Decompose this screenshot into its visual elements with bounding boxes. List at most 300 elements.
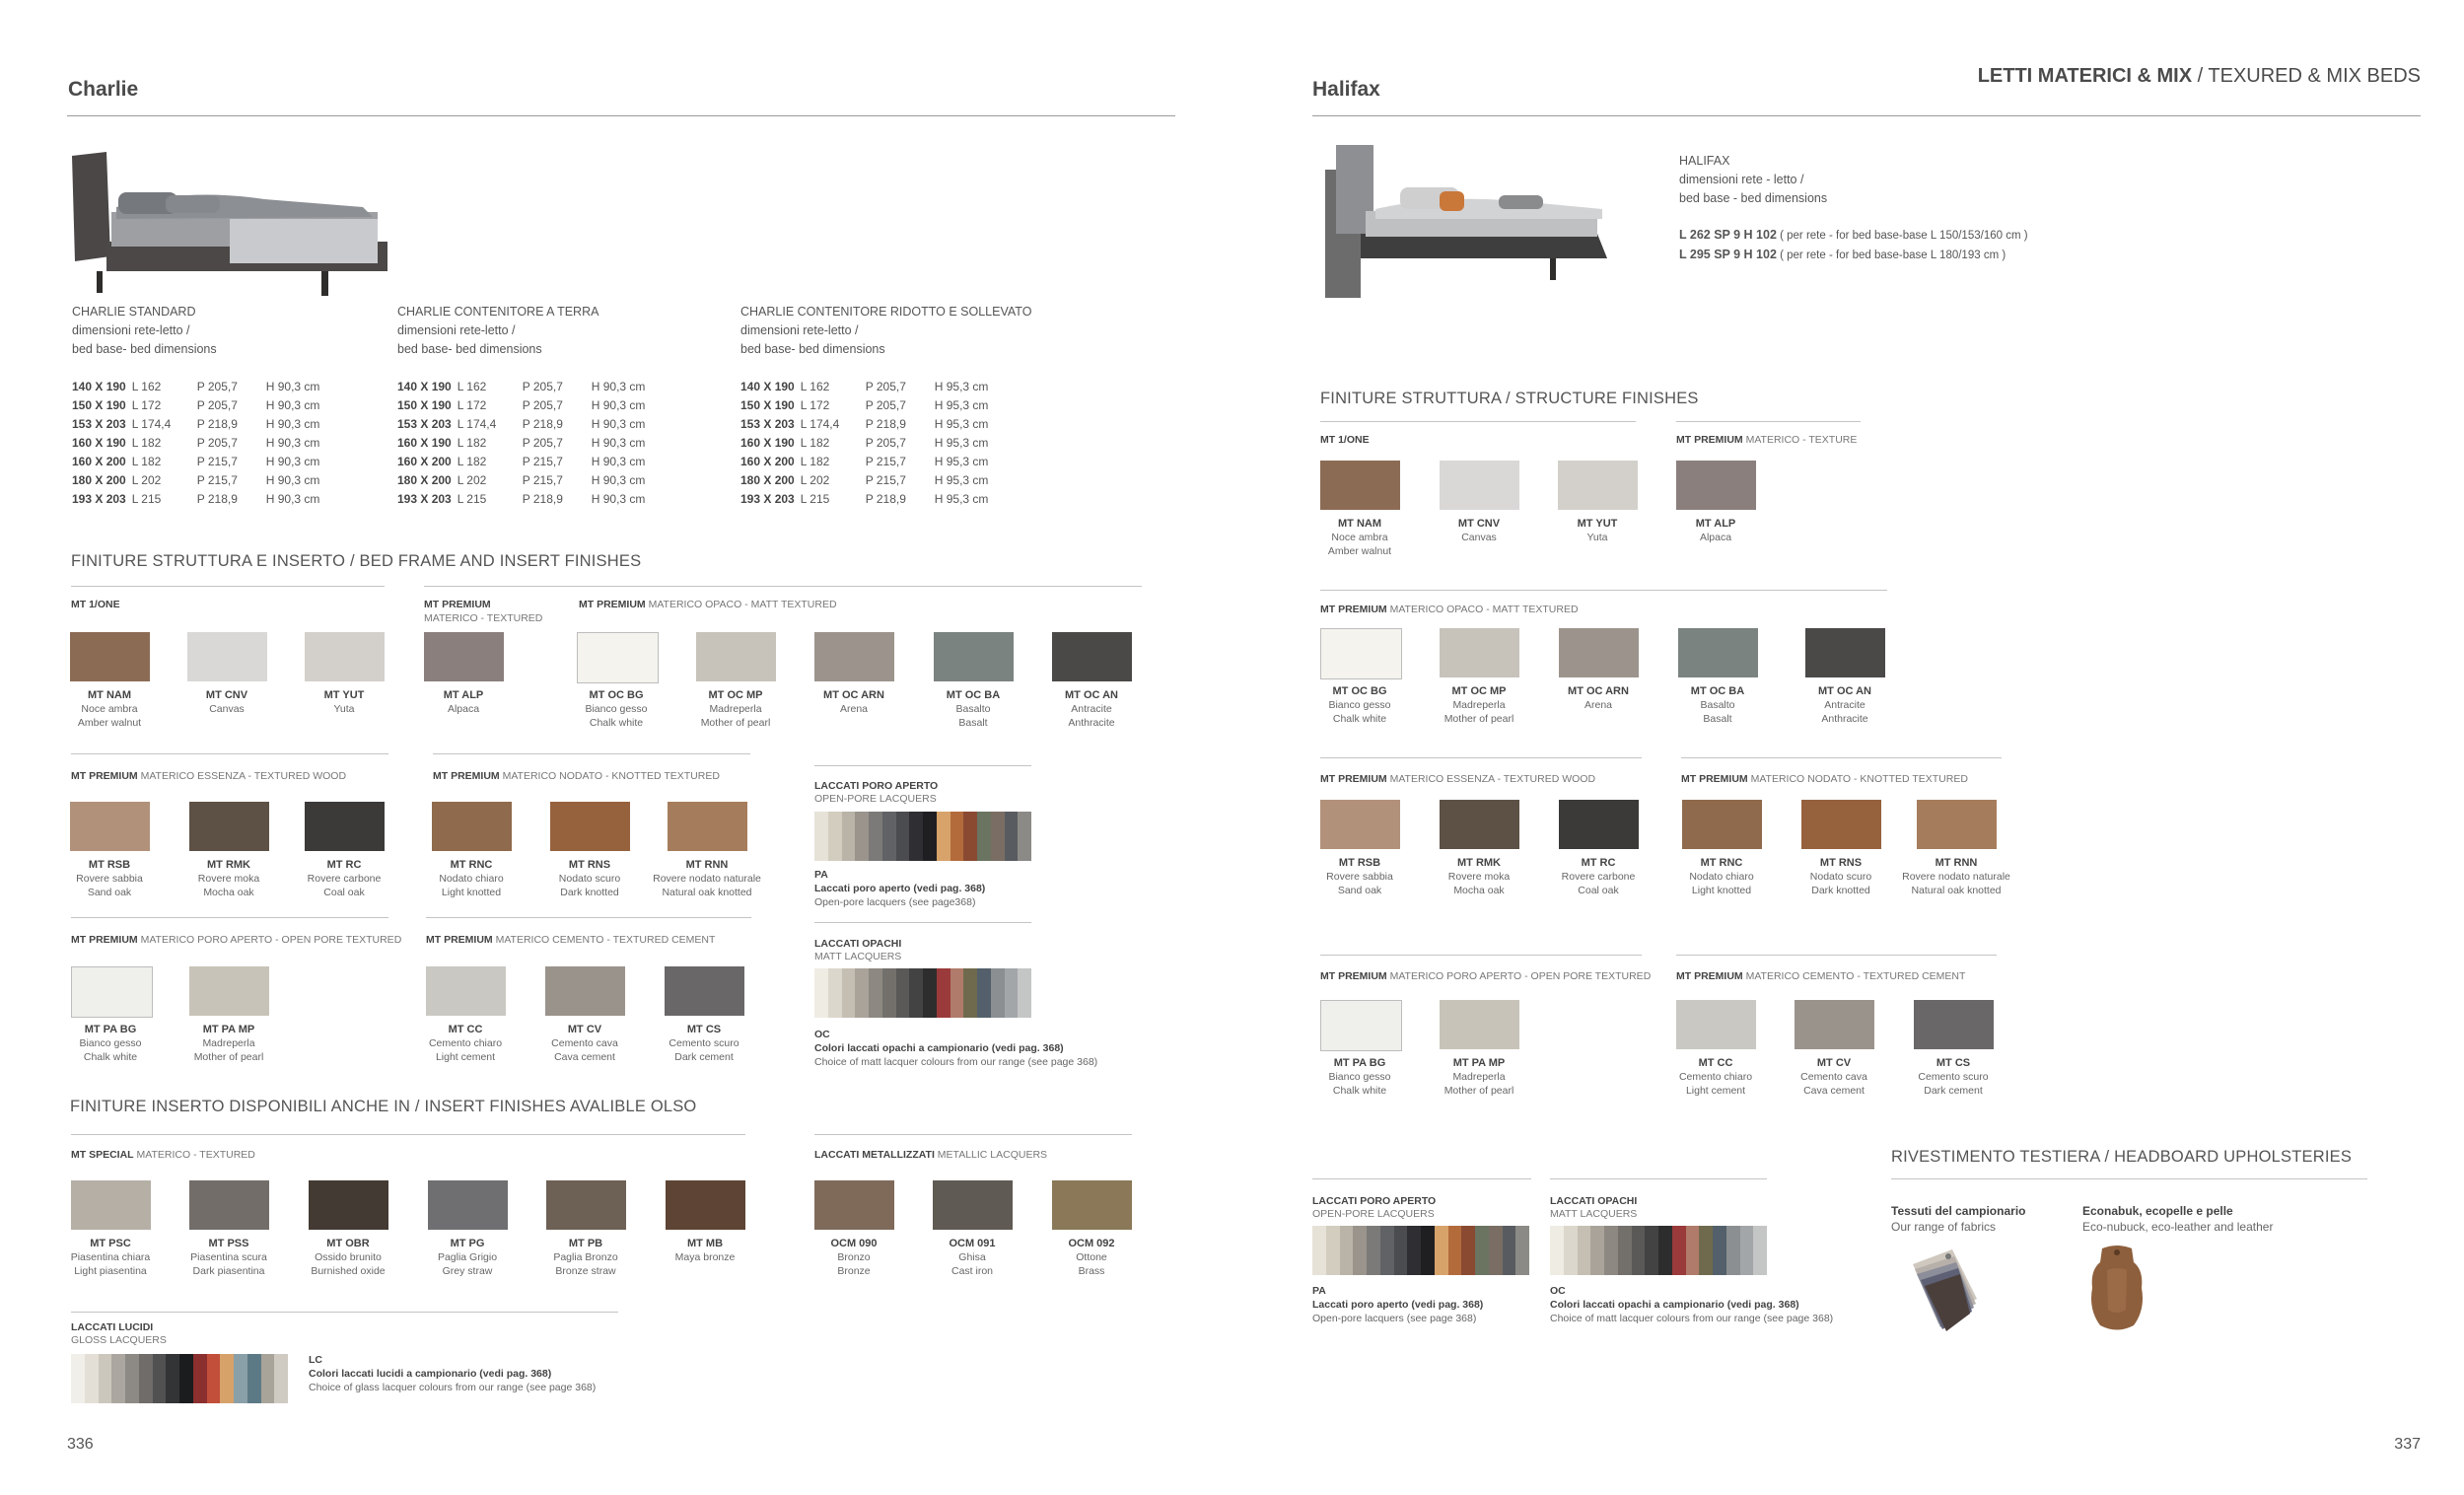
- dims-row: [397, 453, 670, 471]
- divider: [71, 753, 388, 754]
- dims-row: [740, 396, 1014, 415]
- halifax-dims: [1679, 152, 2192, 265]
- finish-label: [170, 1237, 288, 1278]
- dims-size: 180 X 200: [740, 473, 795, 487]
- lacquer-color-band: [125, 1354, 139, 1403]
- lacquer-color-band: [814, 812, 828, 861]
- dims-length: L 182: [457, 436, 487, 450]
- finish-code: MT CNV: [1457, 518, 1501, 530]
- dims-row: [740, 415, 1014, 434]
- finish-label: [1032, 688, 1151, 730]
- lacquer-color-band: [937, 968, 950, 1018]
- finish-code: MT OC AN: [1818, 685, 1871, 697]
- group-label-premium-sub: MATERICO - TEXTURED: [424, 612, 543, 624]
- finish-label: [1786, 684, 1904, 726]
- dims-row: [397, 434, 670, 453]
- lacquer-color-band: [923, 812, 937, 861]
- pa-lacquer-note: PA Laccati poro aperto (vedi pag. 368) Open-pore lacquers (see page368): [814, 869, 986, 908]
- pa-lacquers-title: LACCATI PORO APERTO: [814, 780, 939, 792]
- dims-depth: P 205,7: [865, 398, 906, 412]
- finish-code: MT ALP: [1695, 518, 1736, 530]
- dims-height: H 90,3 cm: [265, 473, 320, 487]
- finish-swatch-pamp: [189, 966, 269, 1016]
- dims-height: H 90,3 cm: [591, 492, 646, 506]
- finish-name: Natural oak knotted: [662, 887, 752, 898]
- dims-block-sub2: bed base- bed dimensions: [72, 342, 217, 356]
- lc-lacquers-title: LACCATI LUCIDI: [71, 1321, 154, 1333]
- lacquer-color-band: [923, 968, 937, 1018]
- lacquer-color-band: [937, 812, 950, 861]
- finish-code: MT CS: [686, 1024, 722, 1035]
- finish-code: MT OC ARN: [1568, 685, 1629, 697]
- lacquer-color-band: [909, 812, 923, 861]
- finish-code: MT NAM: [88, 689, 131, 701]
- dims-depth: P 205,7: [196, 436, 238, 450]
- finish-name: Chalk white: [589, 717, 644, 729]
- dims-row: [397, 471, 670, 490]
- dims-block-sub2: bed base- bed dimensions: [740, 342, 885, 356]
- finish-code: MT OC BA: [1690, 685, 1745, 697]
- finish-swatch-cc: [426, 966, 506, 1016]
- finish-name: Rovere carbone: [1561, 871, 1636, 883]
- dims-depth: P 205,7: [522, 380, 563, 393]
- lacquer-color-band: [991, 968, 1005, 1018]
- dims-block-name: CHARLIE CONTENITORE RIDOTTO E SOLLEVATO: [740, 305, 1032, 319]
- dims-height: H 95,3 cm: [934, 436, 989, 450]
- dims-height: H 90,3 cm: [591, 398, 646, 412]
- divider: [424, 586, 1142, 587]
- finish-swatch-pb: [546, 1180, 626, 1230]
- finish-name: Bronze straw: [555, 1265, 616, 1277]
- finish-label: [1662, 856, 1781, 897]
- finish-code: MT YUT: [1577, 518, 1618, 530]
- finish-label: [527, 1237, 645, 1278]
- pa-lacquer-strip: [814, 812, 1031, 861]
- finish-label: [645, 1023, 763, 1064]
- finish-code: MT RNC: [1700, 857, 1743, 869]
- halifax-bed-image: [1321, 140, 1617, 303]
- finish-name: Chalk white: [83, 1051, 138, 1063]
- lacquer-color-band: [71, 1354, 85, 1403]
- lacquer-color-band: [1489, 1226, 1503, 1275]
- finish-swatch-obr: [309, 1180, 388, 1230]
- finish-name: Mother of pearl: [1443, 1085, 1514, 1097]
- finish-label: [1894, 1056, 2012, 1098]
- dims-size: 160 X 190: [72, 436, 126, 450]
- dims-depth: P 205,7: [196, 398, 238, 412]
- finish-code: MT CNV: [205, 689, 248, 701]
- group-label-1one: MT 1/ONE: [71, 599, 120, 610]
- finish-label: [1420, 856, 1538, 897]
- dims-length: L 215: [131, 492, 162, 506]
- lacquer-color-band: [1590, 1226, 1604, 1275]
- finish-code: OCM 091: [949, 1238, 996, 1249]
- group-label-premium: MT PREMIUM: [424, 599, 491, 610]
- finish-name: Basalto: [1700, 699, 1735, 711]
- dims-table-contenitore: [397, 378, 670, 509]
- dims-length: L 202: [800, 473, 830, 487]
- lacquer-color-band: [1550, 1226, 1564, 1275]
- finish-code: MT OBR: [326, 1238, 370, 1249]
- finish-name: Coal oak: [323, 887, 365, 898]
- dims-height: H 95,3 cm: [934, 455, 989, 468]
- finish-label: [1897, 856, 2015, 897]
- dims-size: 150 X 190: [397, 398, 452, 412]
- finish-label: [1032, 1237, 1151, 1278]
- lacquer-color-band: [139, 1354, 153, 1403]
- finish-name: Chalk white: [1332, 713, 1387, 725]
- finish-label: [1538, 517, 1656, 544]
- finish-swatch-rns: [1801, 800, 1881, 849]
- dims-size: 150 X 190: [740, 398, 795, 412]
- dims-height: H 95,3 cm: [934, 417, 989, 431]
- finish-code: MT RSB: [88, 859, 131, 871]
- lacquer-color-band: [896, 812, 910, 861]
- finish-label: [170, 1023, 288, 1064]
- dims-length: L 182: [131, 455, 162, 468]
- dims-height: H 95,3 cm: [934, 380, 989, 393]
- finish-name: Dark piasentina: [192, 1265, 265, 1277]
- oc-lacquer-strip: [814, 968, 1031, 1018]
- dims-length: L 174,4: [800, 417, 840, 431]
- lacquer-color-band: [1686, 1226, 1700, 1275]
- dims-length: L 172: [131, 398, 162, 412]
- halifax-dims-row: L 262 SP 9 H 102 ( per rete - for bed base-base L 150/153/160 cm ): [1679, 228, 2028, 242]
- halifax-sub1: dimensioni rete - letto /: [1679, 173, 1804, 186]
- finish-name: Burnished oxide: [311, 1265, 386, 1277]
- dims-row: [397, 415, 670, 434]
- finish-name: Canvas: [1461, 532, 1497, 543]
- finish-code: MT RNN: [1935, 857, 1978, 869]
- finish-name: Madreperla: [202, 1037, 255, 1049]
- finish-code: MT PSS: [208, 1238, 249, 1249]
- finish-swatch-ocm090: [814, 1180, 894, 1230]
- finish-name: Basalto: [955, 703, 991, 715]
- lacquer-color-band: [166, 1354, 179, 1403]
- finish-name: Alpaca: [1699, 532, 1732, 543]
- left-page-title: Charlie: [68, 78, 139, 101]
- lacquer-color-band: [896, 968, 910, 1018]
- finish-label: [1301, 856, 1419, 897]
- finish-label: [1420, 517, 1538, 544]
- dims-length: L 215: [800, 492, 830, 506]
- group-label-knotted: MT PREMIUM MATERICO NODATO - KNOTTED TEXTURED: [433, 770, 720, 782]
- finish-code: MT CC: [1698, 1057, 1733, 1069]
- dims-height: H 90,3 cm: [591, 417, 646, 431]
- finish-code: MT RSB: [1338, 857, 1381, 869]
- finish-label: [1301, 684, 1419, 726]
- finish-name: Ottone: [1076, 1251, 1107, 1263]
- finish-swatch-rmk: [189, 802, 269, 851]
- oc-lacquer-note: OC Colori laccati opachi a campionario (vedi pag. 368) Choice of matt lacquer colours from our range (see page 368): [814, 1029, 1098, 1068]
- dims-length: L 202: [457, 473, 487, 487]
- finish-name: Antracite: [1071, 703, 1112, 715]
- lacquer-color-band: [1435, 1226, 1448, 1275]
- finish-name: Madreperla: [1452, 1071, 1506, 1083]
- finish-code: MT OC MP: [708, 689, 763, 701]
- dims-row: [72, 415, 345, 434]
- halifax-sub2: bed base - bed dimensions: [1679, 191, 1828, 205]
- divider: [1550, 1178, 1767, 1179]
- finish-swatch-nam: [1320, 461, 1400, 510]
- lacquer-color-band: [909, 968, 923, 1018]
- finish-label: [530, 858, 649, 899]
- finish-name: Yuta: [1586, 532, 1608, 543]
- finish-swatch-psc: [71, 1180, 151, 1230]
- lacquer-color-band: [1407, 1226, 1421, 1275]
- finish-swatch-cv: [1795, 1000, 1874, 1049]
- divider: [71, 917, 388, 918]
- dims-block-sub2: bed base- bed dimensions: [397, 342, 542, 356]
- dims-depth: P 218,9: [865, 417, 906, 431]
- finish-swatch-mb: [666, 1180, 745, 1230]
- dims-row: [72, 471, 345, 490]
- dims-length: L 215: [457, 492, 487, 506]
- finish-swatch-alp: [424, 632, 504, 681]
- finish-label: [795, 1237, 913, 1278]
- group-label-cement: MT PREMIUM MATERICO CEMENTO - TEXTURED CEMENT: [426, 934, 716, 946]
- lacquer-color-band: [963, 812, 977, 861]
- group-label-knotted: MT PREMIUM MATERICO NODATO - KNOTTED TEXTURED: [1681, 773, 1968, 785]
- dims-size: 193 X 203: [397, 492, 452, 506]
- dims-size: 180 X 200: [397, 473, 452, 487]
- pa-lacquer-strip: [1312, 1226, 1529, 1275]
- lacquer-color-band: [1018, 812, 1031, 861]
- finish-label: [795, 688, 913, 716]
- finish-name: Ghisa: [958, 1251, 986, 1263]
- finish-name: Madreperla: [709, 703, 762, 715]
- group-label-1one: MT 1/ONE: [1320, 434, 1370, 446]
- finish-swatch-ocarn: [814, 632, 894, 681]
- finish-name: Paglia Grigio: [437, 1251, 498, 1263]
- finish-swatch-pabg: [71, 966, 153, 1018]
- finish-name: Light cement: [435, 1051, 496, 1063]
- finish-name: Sand oak: [1337, 885, 1382, 896]
- dims-depth: P 215,7: [196, 473, 238, 487]
- dims-height: H 95,3 cm: [934, 473, 989, 487]
- lacquer-color-band: [814, 968, 828, 1018]
- finish-label: [1539, 856, 1657, 897]
- finish-name: Dark knotted: [560, 887, 619, 898]
- finish-name: Rovere moka: [197, 873, 260, 885]
- finish-name: Dark knotted: [1811, 885, 1870, 896]
- finish-swatch-ocmp: [1440, 628, 1519, 677]
- dims-depth: P 205,7: [522, 398, 563, 412]
- finish-name: Nodato chiaro: [439, 873, 504, 885]
- lacquer-color-band: [1753, 1226, 1767, 1275]
- finish-label: [913, 1237, 1031, 1278]
- pa-lacquers-title: LACCATI PORO APERTO: [1312, 1195, 1437, 1207]
- finish-code: MT CV: [1816, 1057, 1852, 1069]
- lacquer-color-band: [1394, 1226, 1408, 1275]
- group-label-cement: MT PREMIUM MATERICO CEMENTO - TEXTURED CEMENT: [1676, 970, 1966, 982]
- divider: [1681, 757, 2002, 758]
- dims-length: L 174,4: [457, 417, 497, 431]
- dims-length: L 182: [800, 455, 830, 468]
- lacquer-color-band: [1367, 1226, 1380, 1275]
- divider: [814, 922, 1031, 923]
- finish-swatch-yut: [1558, 461, 1638, 510]
- dims-size: 160 X 190: [397, 436, 452, 450]
- dims-depth: P 215,7: [522, 455, 563, 468]
- finish-name: Cemento scuro: [1918, 1071, 1989, 1083]
- finish-swatch-ocm091: [933, 1180, 1013, 1230]
- group-label-wood: MT PREMIUM MATERICO ESSENZA - TEXTURED WOOD: [71, 770, 347, 782]
- divider: [1320, 421, 1636, 422]
- dims-row: [72, 453, 345, 471]
- lc-lacquer-note: LC Colori laccati lucidi a campionario (vedi pag. 368) Choice of glass lacquer colours from our range (see page 368): [309, 1354, 597, 1393]
- divider: [1676, 421, 1861, 422]
- lacquer-color-band: [220, 1354, 234, 1403]
- finish-swatch-ocmp: [696, 632, 776, 681]
- lacquer-color-band: [1564, 1226, 1578, 1275]
- dims-row: [397, 490, 670, 509]
- finish-name: Rovere carbone: [307, 873, 382, 885]
- dims-height: H 90,3 cm: [265, 417, 320, 431]
- lc-lacquer-strip: [71, 1354, 288, 1403]
- dims-height: H 95,3 cm: [934, 398, 989, 412]
- dims-depth: P 215,7: [865, 455, 906, 468]
- group-label-premium-matt: MT PREMIUM MATERICO OPACO - MATT TEXTURED: [1320, 604, 1579, 615]
- group-label-metallic: LACCATI METALLIZZATI METALLIC LACQUERS: [814, 1149, 1048, 1161]
- finish-name: Nodato chiaro: [1689, 871, 1754, 883]
- finish-swatch-ocm092: [1052, 1180, 1132, 1230]
- finish-name: Maya bronze: [674, 1251, 736, 1263]
- lacquer-color-band: [1448, 1226, 1462, 1275]
- lacquer-color-band: [234, 1354, 247, 1403]
- divider: [814, 765, 1031, 766]
- finish-name: Rovere sabbia: [76, 873, 143, 885]
- lacquer-color-band: [828, 968, 842, 1018]
- finish-name: Piasentina chiara: [70, 1251, 151, 1263]
- finish-name: Bronze: [837, 1265, 871, 1277]
- divider: [1320, 757, 1642, 758]
- lacquer-color-band: [1005, 968, 1019, 1018]
- finish-code: MT PA BG: [1333, 1057, 1386, 1069]
- lacquer-color-band: [1578, 1226, 1591, 1275]
- finish-swatch-rmk: [1440, 800, 1519, 849]
- pa-lacquers-sub: OPEN-PORE LACQUERS: [1312, 1208, 1435, 1220]
- finish-code: MT OC MP: [1451, 685, 1507, 697]
- lacquer-color-band: [1018, 968, 1031, 1018]
- lacquer-color-band: [1740, 1226, 1754, 1275]
- dims-length: L 182: [800, 436, 830, 450]
- finish-code: MT RMK: [1457, 857, 1501, 869]
- finish-name: Light knotted: [441, 887, 502, 898]
- lacquer-color-band: [1461, 1226, 1475, 1275]
- finish-swatch-ocarn: [1559, 628, 1639, 677]
- dims-size: 160 X 200: [72, 455, 126, 468]
- left-page-number: 336: [67, 1436, 94, 1453]
- finish-name: Mother of pearl: [700, 717, 771, 729]
- dims-length: L 182: [457, 455, 487, 468]
- finish-code: OCM 092: [1068, 1238, 1115, 1249]
- finish-name: Bianco gesso: [585, 703, 648, 715]
- dims-size: 150 X 190: [72, 398, 126, 412]
- finish-swatch-alp: [1676, 461, 1756, 510]
- lacquer-color-band: [1475, 1226, 1489, 1275]
- finish-name: Rovere moka: [1447, 871, 1511, 883]
- finish-name: Paglia Bronzo: [553, 1251, 618, 1263]
- lacquer-color-band: [99, 1354, 112, 1403]
- finish-swatch-ocbg: [1320, 628, 1402, 679]
- lacquer-color-band: [1005, 812, 1019, 861]
- finish-code: MT OC BG: [589, 689, 644, 701]
- dims-height: H 90,3 cm: [265, 455, 320, 468]
- finish-code: MT PA MP: [1452, 1057, 1506, 1069]
- lacquer-color-band: [261, 1354, 275, 1403]
- finish-name: Nodato scuro: [558, 873, 621, 885]
- finish-swatch-cv: [545, 966, 625, 1016]
- dims-row: [740, 453, 1014, 471]
- lacquer-color-band: [1503, 1226, 1516, 1275]
- dims-length: L 172: [800, 398, 830, 412]
- finish-code: MT PSC: [90, 1238, 131, 1249]
- finish-swatch-rnc: [432, 802, 512, 851]
- finish-code: MT YUT: [323, 689, 365, 701]
- dims-block-standard: [72, 303, 387, 359]
- finish-name: Alpaca: [447, 703, 480, 715]
- finish-name: Madreperla: [1452, 699, 1506, 711]
- dims-length: L 162: [131, 380, 162, 393]
- dims-depth: P 215,7: [865, 473, 906, 487]
- finish-name: Nodato scuro: [1809, 871, 1872, 883]
- finish-swatch-ocan: [1805, 628, 1885, 677]
- lacquer-color-band: [1340, 1226, 1354, 1275]
- finish-name: Yuta: [333, 703, 355, 715]
- group-label-open-pore: MT PREMIUM MATERICO PORO APERTO - OPEN PORE TEXTURED: [71, 934, 402, 946]
- finish-name: Anthracite: [1068, 717, 1115, 729]
- finish-label: [408, 1237, 527, 1278]
- divider: [433, 753, 750, 754]
- lacquer-color-band: [1618, 1226, 1632, 1275]
- dims-size: 193 X 203: [72, 492, 126, 506]
- group-label-wood: MT PREMIUM MATERICO ESSENZA - TEXTURED WOOD: [1320, 773, 1596, 785]
- charlie-bed-image: [67, 148, 392, 296]
- finish-code: MT OC BG: [1332, 685, 1387, 697]
- dims-depth: P 218,9: [196, 417, 238, 431]
- finish-swatch-rnn: [1917, 800, 1997, 849]
- finish-label: [914, 688, 1032, 730]
- dims-length: L 202: [131, 473, 162, 487]
- oc-lacquers-title: LACCATI OPACHI: [814, 938, 902, 950]
- finish-label: [648, 858, 766, 899]
- finish-swatch-pss: [189, 1180, 269, 1230]
- lacquer-color-band: [85, 1354, 99, 1403]
- lacquer-color-band: [1699, 1226, 1713, 1275]
- oc-lacquers-sub: MATT LACQUERS: [1550, 1208, 1638, 1220]
- finish-swatch-ocba: [934, 632, 1014, 681]
- lacquer-color-band: [1645, 1226, 1658, 1275]
- fabric-swatch-book-image: [1903, 1245, 1992, 1333]
- lacquer-color-band: [247, 1354, 261, 1403]
- lc-lacquers-sub: GLOSS LACQUERS: [71, 1334, 167, 1346]
- finish-label: [1420, 1056, 1538, 1098]
- finish-label: [1301, 517, 1419, 558]
- lacquer-color-band: [963, 968, 977, 1018]
- finish-name: Cast iron: [950, 1265, 993, 1277]
- dims-table-standard: [72, 378, 345, 509]
- finish-swatch-rc: [1559, 800, 1639, 849]
- finish-name: Dark cement: [1924, 1085, 1983, 1097]
- dims-depth: P 205,7: [865, 436, 906, 450]
- finish-label: [412, 858, 530, 899]
- lacquer-color-band: [111, 1354, 125, 1403]
- finish-name: Chalk white: [1332, 1085, 1387, 1097]
- finish-name: Light knotted: [1691, 885, 1752, 896]
- finish-swatch-nam: [70, 632, 150, 681]
- finish-swatch-pabg: [1320, 1000, 1402, 1051]
